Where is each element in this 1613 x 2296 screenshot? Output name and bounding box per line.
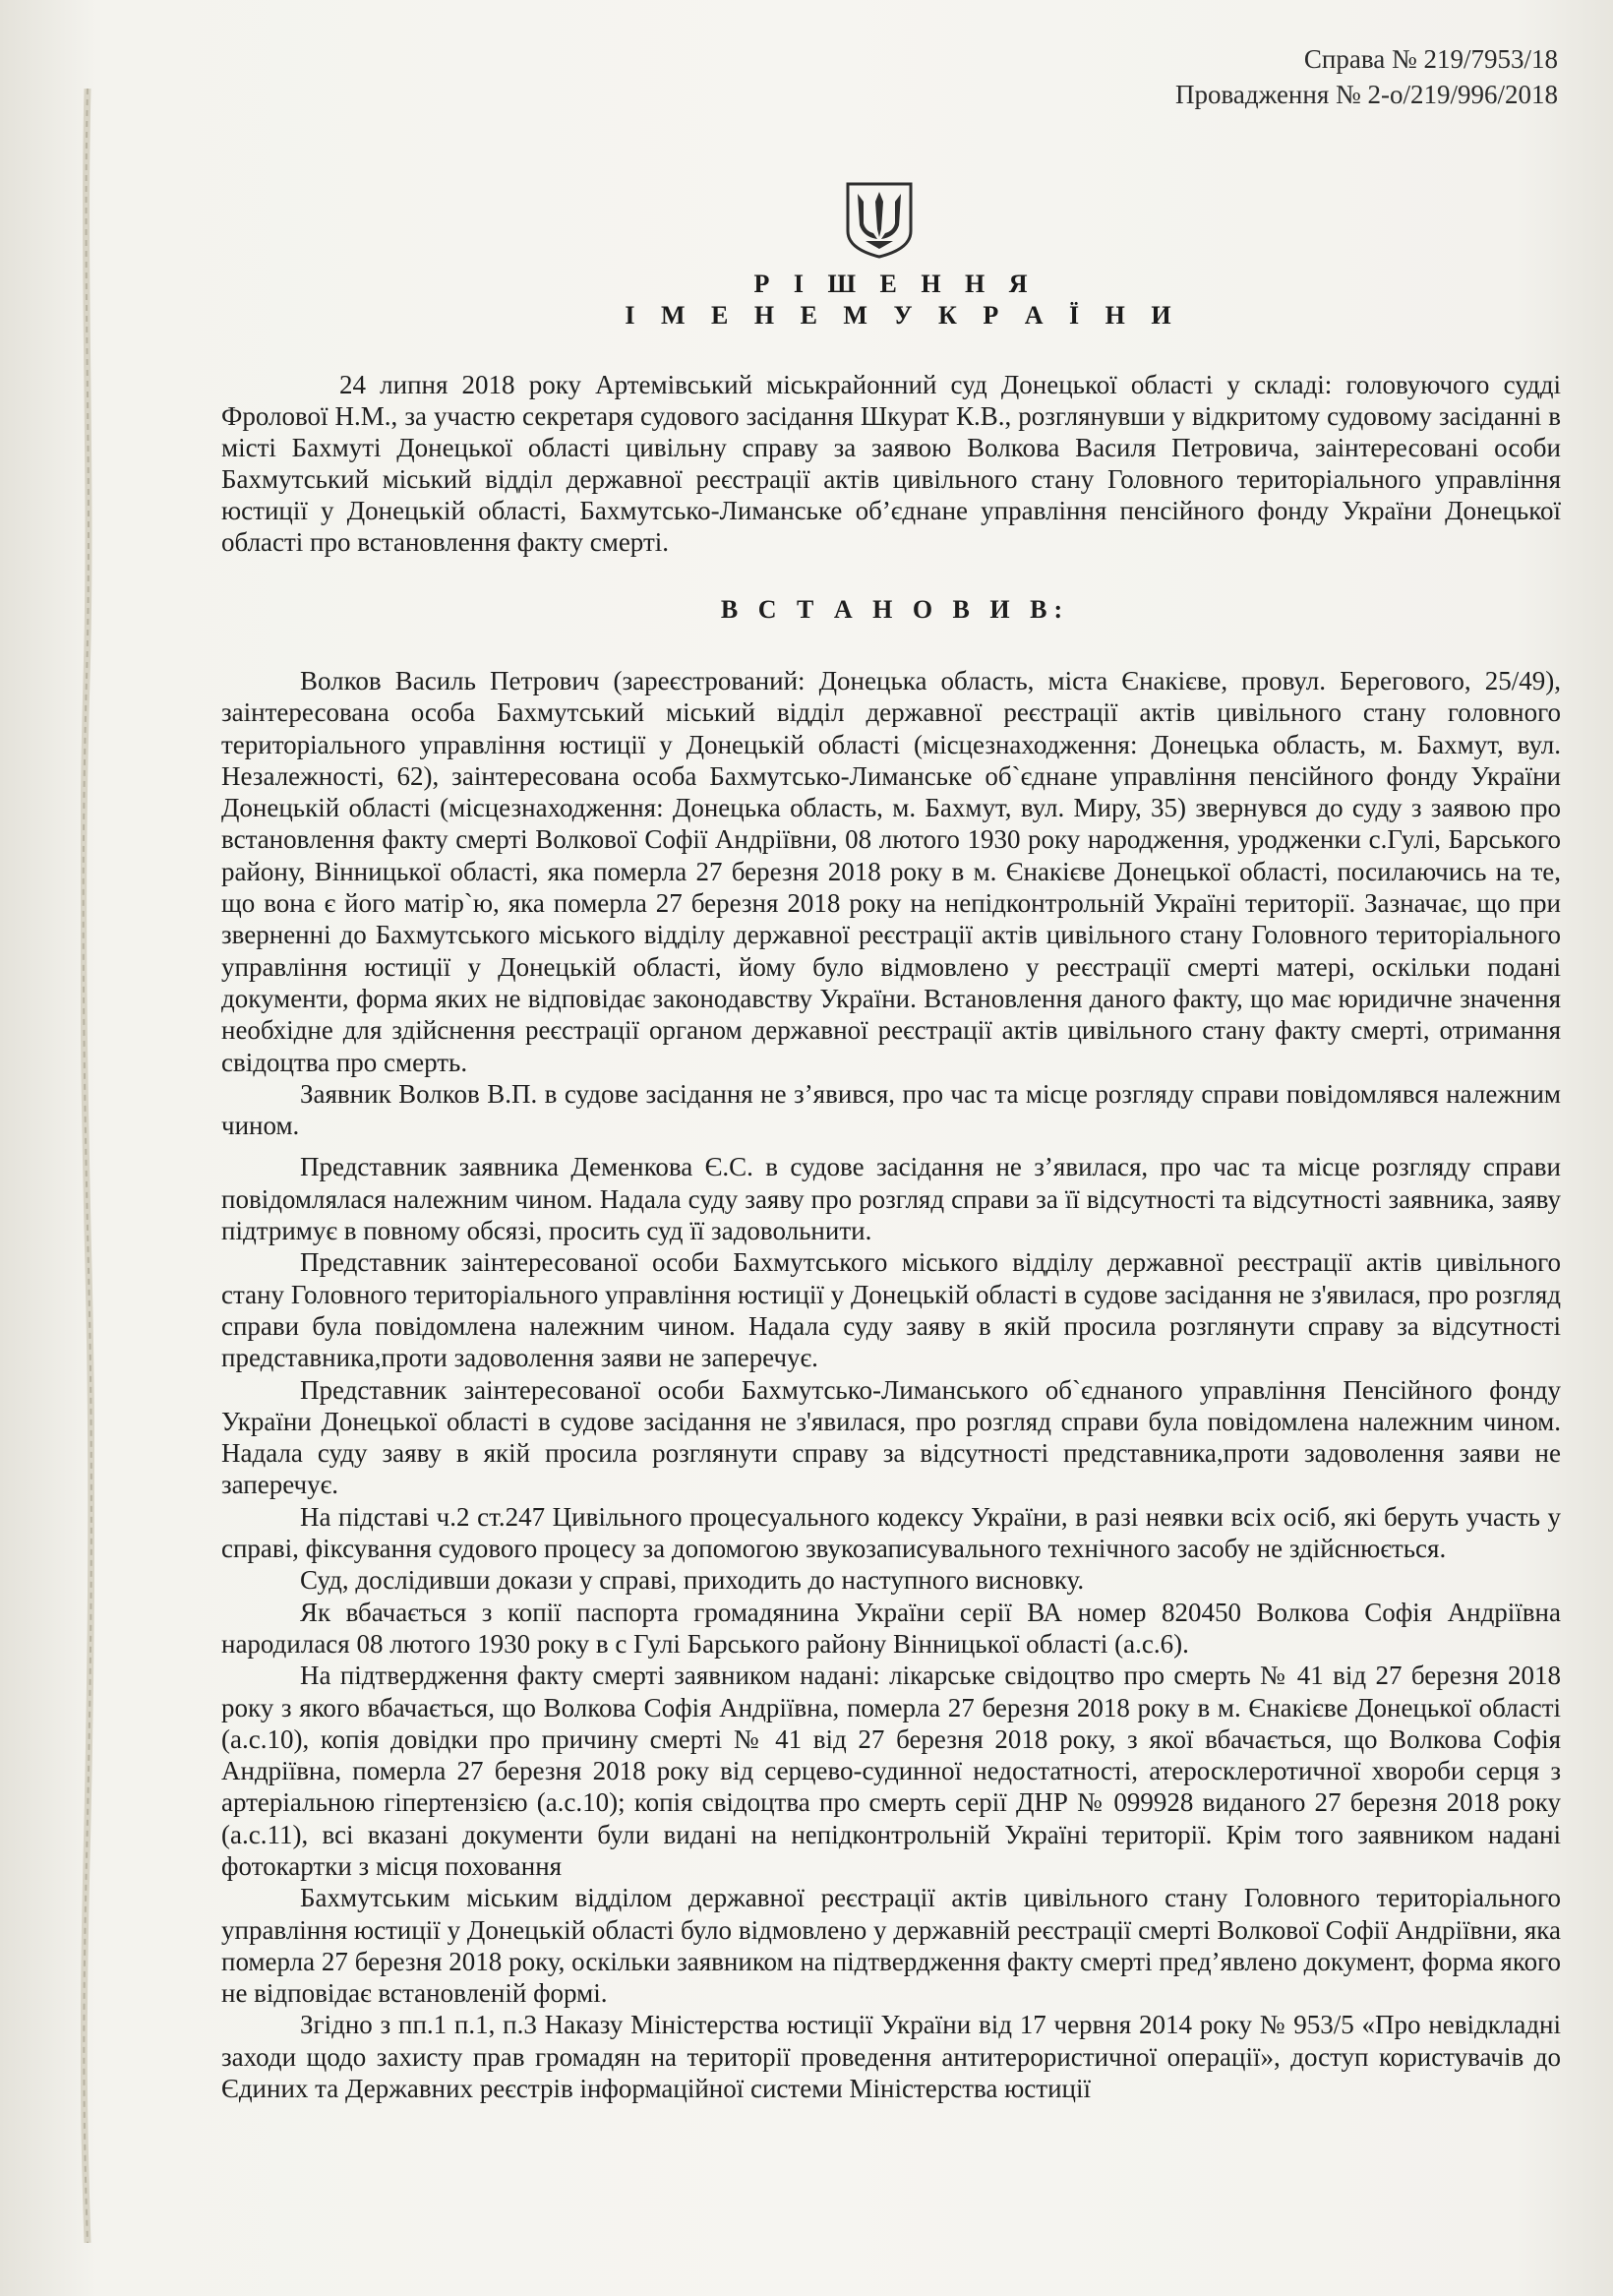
body-paragraph: Представник заявника Деменкова Є.С. в судове засідання не з’явилася, про час та місце розгляду справи повідомлялася належним чином. Надала суду заяву про розгляд справи за її відсутності та відсутності заявника, заяву підтримує в повному обсязі, просить суд її задовольнити. xyxy=(221,1152,1561,1246)
trident-emblem-icon xyxy=(844,180,915,259)
body-paragraph: Волков Василь Петрович (зареєстрований: Донецька область, міста Єнакієве, провул. Берегового, 25/49), заінтересована особа Бахмутський міський відділ державної реєстрації актів цивільного стану головного територіального управління юстиції у Донецькій області (місцезнаходження: Донецька область, м. Бахмут, вул. Незалежності, 62), заінтересована особа Бахмутсько-Лиманське об`єднане управління пенсійного фонду України Донецькій області (місцезнаходження: Донецька область, м. Бахмут, вул. Миру, 35) звернувся до суду з заявою про встановлення факту смерті Волкової Софії Андріївни, 08 лютого 1930 року народження, уродженки с.Гулі, Барського району, Вінницької області, яка померла 27 березня 2018 року в м. Єнакієве Донецької області, посилаючись на те, що вона є його матір`ю, яка померла 27 березня 2018 року на непідконтрольній Україні території. Зазначає, що при зверненні до Бахмутського міського відділу державної реєстрації актів цивільного стану Головного територіального управління юстиції у Донецькій області, йому було відмовлено у реєстрації смерті матері, оскільки подані документи, форма яких не відповідає законодавству України. Встановлення даного факту, що має юридичне значення необхідне для здійснення реєстрації органом державної реєстрації актів цивільного стану факту смерті, отримання свідоцтва про смерть. xyxy=(221,666,1561,1077)
document-subtitle: І М Е Н Е М У К Р А Ї Н И xyxy=(625,301,1181,330)
body-paragraph: Суд, дослідивши докази у справі, приходить до наступного висновку. xyxy=(300,1565,1085,1596)
case-reference xyxy=(1175,41,1558,112)
intro-paragraph: 24 липня 2018 року Артемівський міськрайонний суд Донецької області у складі: головуючого судді Фролової Н.М., за участю секретаря судового засідання Шкурат К.В., розглянувши у відкритому судовому засіданні в місті Бахмуті Донецької області цивільну справу за заявою Волкова Василя Петровича, заінтересовані особи Бахмутський міський відділ державної реєстрації актів цивільного стану Головного територіального управління юстиції у Донецькій області, Бахмутсько-Лиманське об’єднане управління пенсійного фонду України Донецької області про встановлення факту смерті. xyxy=(221,370,1561,557)
document-title: Р І Ш Е Н Н Я xyxy=(753,270,1037,298)
body-paragraph: Бахмутським міським відділом державної реєстрації актів цивільного стану Головного територіального управління юстиції у Донецькій області було відмовлено у державній реєстрації смерті Волкової Софії Андріївни, яка померла 27 березня 2018 року, оскільки заявником на підтвердження факту смерті пред’явлено документ, форма якого не відповідає встановленій формі. xyxy=(221,1883,1561,2009)
body-paragraph: На підтвердження факту смерті заявником надані: лікарське свідоцтво про смерть № 41 від 27 березня 2018 року з якого вбачається, що Волкова Софія Андріївна, померла 27 березня 2018 року в м. Єнакієве Донецької області (а.с.10), копія довідки про причину смерті № 41 від 27 березня 2018 року, з якої вбачається, що Волкова Софія Андріївна, померла 27 березня 2018 року від серцево-судинної недостатності, атеросклеротичної хвороби серця з артеріальною гіпертензією (а.с.10); копія свідоцтва про смерть серії ДНР № 099928 виданого 27 березня 2018 року (а.с.11), всі вказані документи були видані на непідконтрольній Україні території. Крім того заявником надані фотокартки з місця поховання xyxy=(221,1661,1561,1881)
body-paragraph: Представник заінтересованої особи Бахмутсько-Лиманського об`єднаного управління Пенсійного фонду України Донецької області в судове засідання не з'явилася, про розгляд справи була повідомлена належним чином. Надала суду заяву в якій просила розглянути справу за відсутності представника,проти задоволення заяви не заперечує. xyxy=(221,1374,1561,1500)
document-body xyxy=(221,665,1561,2104)
case-number: Справа № 219/7953/18 xyxy=(1303,44,1558,74)
body-paragraph: Заявник Волков В.П. в судове засідання не з’явився, про час та місце розгляду справи повідомлявся належним чином. xyxy=(221,1078,1561,1141)
proceeding-number: Провадження № 2-о/219/996/2018 xyxy=(1175,80,1558,109)
body-paragraph: Як вбачається з копії паспорта громадянина України серії ВА номер 820450 Волкова Софія Андріївна народилася 08 лютого 1930 року в с Гулі Барського району Вінницької області (а.с.6). xyxy=(221,1597,1561,1659)
body-paragraph: Представник заінтересованої особи Бахмутського міського відділу державної реєстрації актів цивільного стану Головного територіального управління юстиції у Донецькій області в судове засідання не з'явилася, про розгляд справи була повідомлена належним чином. Надала суду заяву в якій просила розглянути справу за відсутності представника,проти задоволення заяви не заперечує. xyxy=(221,1247,1561,1373)
section-heading: В С Т А Н О В И В: xyxy=(720,595,1070,624)
body-paragraph: Згідно з пп.1 п.1, п.3 Наказу Міністерства юстиції України від 17 червня 2014 року № 953/5 «Про невідкладні заходи щодо захисту прав громадян на території проведення антитерористичної операції», доступ користувачів до Єдиних та Державних реєстрів інформаційної системи Міністерства юстиції xyxy=(221,2010,1561,2104)
binding-thread-icon xyxy=(81,89,94,2243)
body-paragraph: На підставі ч.2 ст.247 Цивільного процесуального кодексу України, в разі неявки всіх осіб, які беруть участь у справі, фіксування судового процесу за допомогою звукозаписувального технічного засобу не здійснюється. xyxy=(221,1501,1561,1564)
